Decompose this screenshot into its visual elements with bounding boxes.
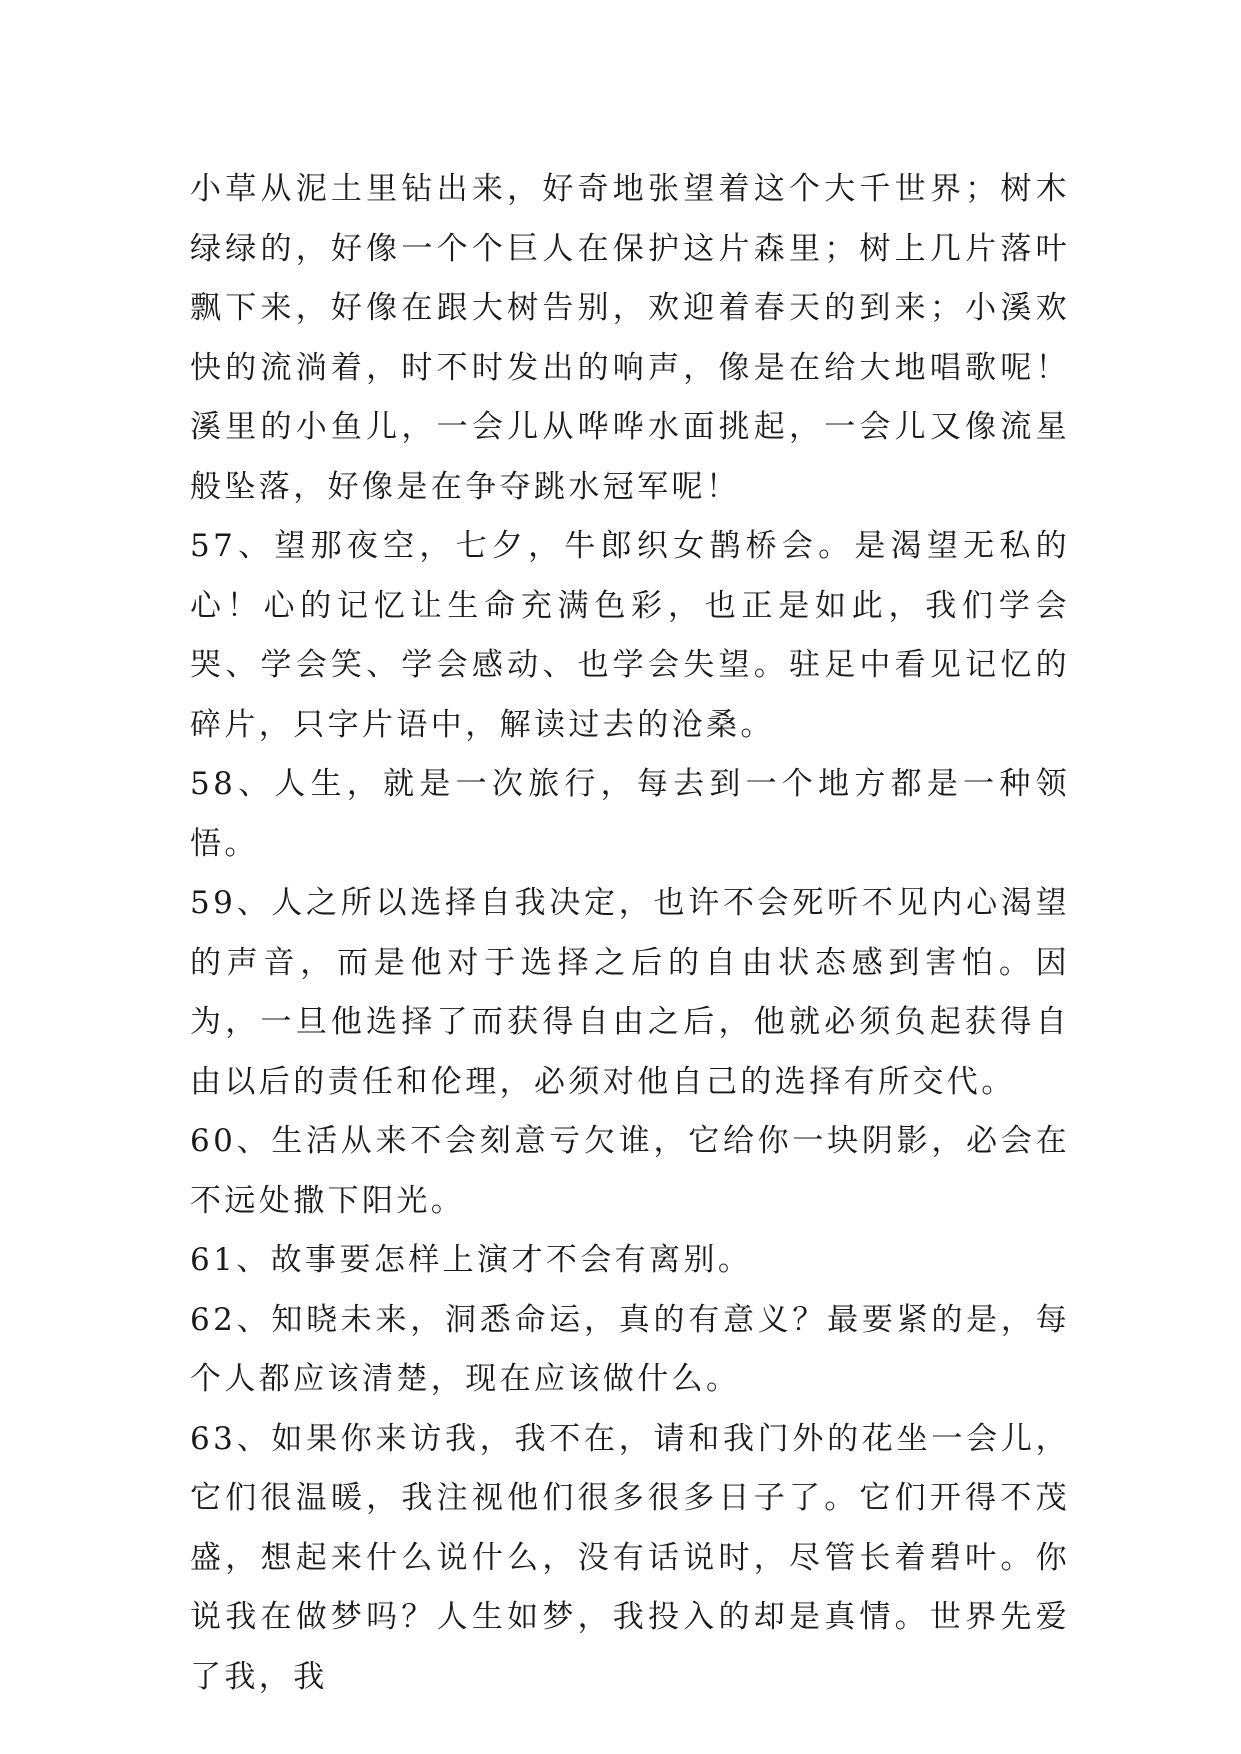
paragraph-spring-scene: 小草从泥土里钻出来，好奇地张望着这个大千世界；树木绿绿的，好像一个个巨人在保护这片森里；树上几片落叶飘下来，好像在跟大树告别，欢迎着春天的到来；小溪欢快的流淌着，时不时发出的响声，像是在给大地唱歌呢！溪里的小鱼儿，一会儿从哗哗水面挑起，一会儿又像流星般坠落，好像是在争夺跳水冠军呢！ xyxy=(190,171,1070,505)
paragraph-62: 62、知晓未来，洞悉命运，真的有意义？最要紧的是，每个人都应该清楚，现在应该做什么。 xyxy=(190,1301,1070,1397)
document-body xyxy=(190,160,1070,1707)
paragraph-63: 63、如果你来访我，我不在，请和我门外的花坐一会儿，它们很温暖，我注视他们很多很多日子了。它们开得不茂盛，想起来什么说什么，没有话说时，尽管长着碧叶。你说我在做梦吗？人生如梦，我投入的却是真情。世界先爱了我，我 xyxy=(190,1420,1070,1695)
paragraph-58: 58、人生，就是一次旅行，每去到一个地方都是一种领悟。 xyxy=(190,766,1070,862)
paragraph-60: 60、生活从来不会刻意亏欠谁，它给你一块阴影，必会在不远处撒下阳光。 xyxy=(190,1123,1070,1219)
paragraph-59: 59、人之所以选择自我决定，也许不会死听不见内心渴望的声音，而是他对于选择之后的自由状态感到害怕。因为，一旦他选择了而获得自由之后，他就必须负起获得自由以后的责任和伦理，必须对他自己的选择有所交代。 xyxy=(190,885,1070,1100)
paragraph-57: 57、望那夜空，七夕，牛郎织女鹊桥会。是渴望无私的心！心的记忆让生命充满色彩，也正是如此，我们学会哭、学会笑、学会感动、也学会失望。驻足中看见记忆的碎片，只字片语中，解读过去的沧桑。 xyxy=(190,528,1070,743)
paragraph-61: 61、故事要怎样上演才不会有离别。 xyxy=(190,1242,753,1278)
